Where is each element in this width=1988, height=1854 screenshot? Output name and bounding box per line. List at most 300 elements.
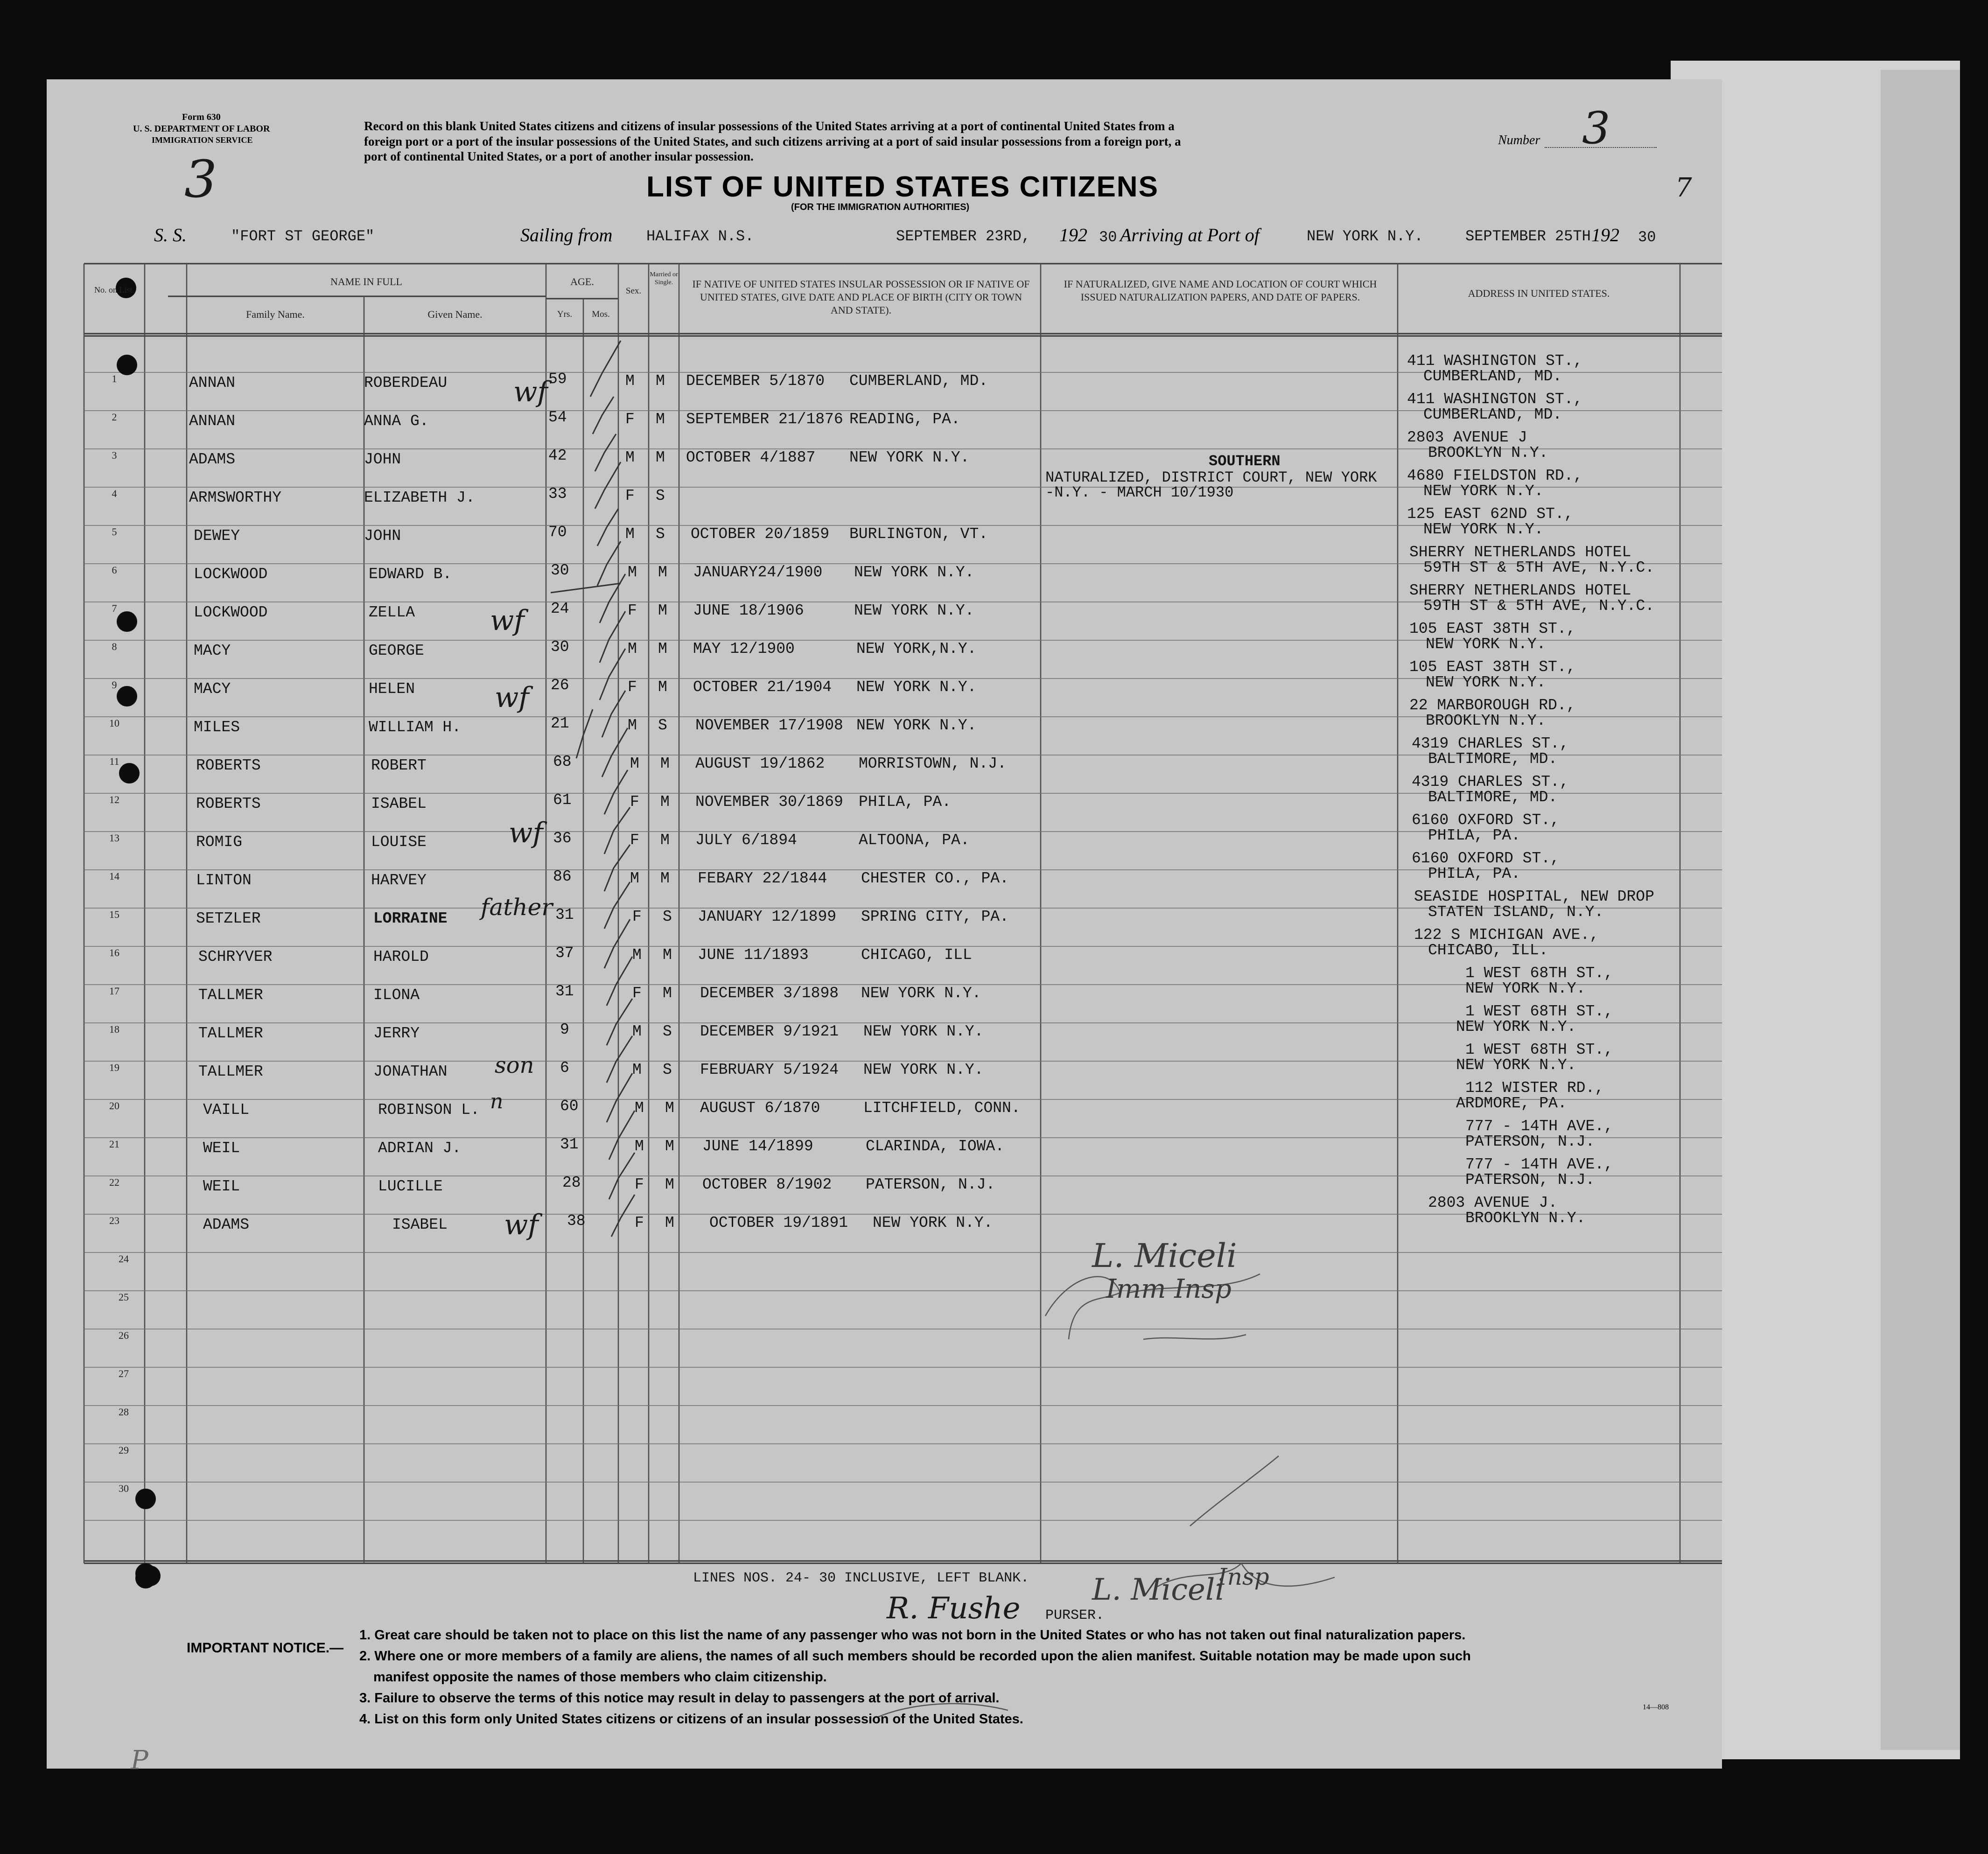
row-number: 20 <box>109 1100 119 1112</box>
marital-status: S <box>663 1061 672 1078</box>
given-name: JOHN <box>364 451 401 468</box>
birth-date: OCTOBER 21/1904 <box>693 679 832 696</box>
port-from: HALIFAX N.S. <box>646 228 754 245</box>
arriving-label: Arriving at Port of <box>1120 224 1260 245</box>
sex: F <box>630 832 639 849</box>
service: IMMIGRATION SERVICE <box>152 135 253 145</box>
address-line-2: NEW YORK N.Y. <box>1423 521 1544 538</box>
row-number: 21 <box>109 1138 119 1150</box>
birth-date: JUNE 18/1906 <box>693 602 804 619</box>
purser-label: PURSER. <box>1045 1608 1105 1623</box>
naturalization-court-district: SOUTHERN <box>1209 453 1281 470</box>
address-line-2: BROOKLYN N.Y. <box>1426 712 1546 729</box>
row-number: 14 <box>109 870 119 882</box>
birth-place: CHESTER CO., PA. <box>861 870 1009 887</box>
marital-status: M <box>656 411 665 428</box>
page-mark: 7 <box>1675 173 1692 203</box>
annotation-father: father <box>481 894 553 921</box>
given-name: ISABEL <box>371 795 427 812</box>
birth-place: CHICAGO, ILL <box>861 946 972 964</box>
marital-status: M <box>660 832 670 849</box>
birth-place: ALTOONA, PA. <box>859 832 970 849</box>
given-name: EDWARD B. <box>369 566 452 583</box>
sex: M <box>635 1099 644 1117</box>
marital-status: S <box>663 908 672 925</box>
sailing-label: Sailing from <box>520 224 613 245</box>
age-years: 26 <box>551 677 569 694</box>
address-line-2: 59TH ST & 5TH AVE, N.Y.C. <box>1423 597 1655 615</box>
address-line-1: 6160 OXFORD ST., <box>1412 812 1560 829</box>
annotation-wife: wf <box>513 376 548 408</box>
sex: F <box>632 908 642 925</box>
family-name: ADAMS <box>203 1216 250 1233</box>
sex: F <box>625 487 635 504</box>
given-name: ISABEL <box>392 1216 448 1233</box>
address-line-1: 1 WEST 68TH ST., <box>1465 1041 1613 1058</box>
address-line-2: NEW YORK N.Y. <box>1456 1056 1576 1074</box>
birth-place: CLARINDA, IOWA. <box>866 1138 1005 1155</box>
given-name: ELIZABETH J. <box>364 489 475 506</box>
notice-item: 4. List on this form only United States citizens or citizens of an insular possession of the United States. <box>359 1712 1023 1727</box>
given-name: HELEN <box>369 680 415 698</box>
birth-place: NEW YORK N.Y. <box>873 1214 993 1231</box>
number-value: 3 <box>1582 103 1610 154</box>
marital-status: S <box>663 1023 672 1040</box>
col-name-in-full: NAME IN FULL <box>330 276 402 287</box>
sex: F <box>635 1214 644 1231</box>
naturalization-date: -N.Y. - MARCH 10/1930 <box>1045 484 1234 501</box>
given-name: ZELLA <box>369 604 415 621</box>
marital-status: M <box>660 755 670 772</box>
marital-status: M <box>663 985 672 1002</box>
marital-status: M <box>665 1138 674 1155</box>
print-code: 14—808 <box>1643 1703 1669 1711</box>
row-number: 17 <box>109 985 119 997</box>
family-name: TALLMER <box>198 986 263 1004</box>
inspector-signature: L. Miceli <box>1092 1237 1237 1275</box>
age-years: 30 <box>551 562 569 579</box>
row-number: 1 <box>112 373 117 385</box>
marital-status: S <box>658 717 667 734</box>
birth-place: NEW YORK N.Y. <box>854 602 974 619</box>
family-name: MILES <box>194 719 240 736</box>
given-name: HARVEY <box>371 872 427 889</box>
sex: M <box>625 449 635 466</box>
family-name: LOCKWOOD <box>194 604 268 621</box>
row-number: 28 <box>119 1406 129 1418</box>
instruction-line: Record on this blank United States citizens and citizens of insular possessions of the United States arriving at a port of continental United States from a <box>364 119 1175 133</box>
row-number: 30 <box>119 1483 129 1494</box>
address-line-1: SEASIDE HOSPITAL, NEW DROP <box>1414 888 1654 905</box>
birth-date: JANUARY 12/1899 <box>698 908 837 925</box>
birth-place: LITCHFIELD, CONN. <box>863 1099 1021 1117</box>
row-number: 12 <box>109 794 119 805</box>
family-name: LINTON <box>196 872 252 889</box>
birth-place: PATERSON, N.J. <box>866 1176 995 1193</box>
birth-date: SEPTEMBER 21/1876 <box>686 411 843 428</box>
age-years: 21 <box>551 715 569 732</box>
row-number: 29 <box>119 1444 129 1456</box>
birth-date: DECEMBER 3/1898 <box>700 985 839 1002</box>
sex: M <box>625 525 635 543</box>
birth-date: JUNE 11/1893 <box>698 946 809 964</box>
lines-blank-note: LINES NOS. 24- 30 INCLUSIVE, LEFT BLANK. <box>693 1570 1029 1586</box>
sex: M <box>632 1061 642 1078</box>
birth-place: NEW YORK N.Y. <box>861 985 981 1002</box>
age-years: 31 <box>555 906 574 924</box>
notice-item: 3. Failure to observe the terms of this notice may result in delay to passengers at the port of arrival. <box>359 1691 1000 1706</box>
col-no: No. on List. <box>94 285 134 294</box>
birth-place: MORRISTOWN, N.J. <box>859 755 1007 772</box>
age-years: 68 <box>553 753 572 770</box>
col-native: IF NATIVE OF UNITED STATES INSULAR POSSESSION OR IF NATIVE OF UNITED STATES, GIVE DATE AND PLACE OF BIRTH (CITY OR TOWN AND STATE). <box>692 278 1030 316</box>
birth-date: OCTOBER 19/1891 <box>709 1214 848 1231</box>
sex: M <box>630 755 639 772</box>
address-line-2: PHILA, PA. <box>1428 827 1521 844</box>
given-name: LUCILLE <box>378 1178 443 1195</box>
age-years: 24 <box>551 600 569 617</box>
row-number: 24 <box>119 1253 129 1265</box>
sex: F <box>632 985 642 1002</box>
marital-status: M <box>658 602 667 619</box>
given-name: ROBINSON L. <box>378 1101 480 1119</box>
address-line-1: 777 - 14TH AVE., <box>1465 1118 1613 1135</box>
birth-place: BURLINGTON, VT. <box>849 525 988 543</box>
age-years: 36 <box>553 830 572 847</box>
col-sex: Sex. <box>625 286 642 296</box>
sex: M <box>632 946 642 964</box>
row-number: 27 <box>119 1368 129 1379</box>
marital-status: M <box>665 1099 674 1117</box>
birth-place: NEW YORK N.Y. <box>854 564 974 581</box>
family-name: TALLMER <box>198 1025 263 1042</box>
given-name: LORRAINE <box>373 910 448 927</box>
row-number: 8 <box>112 641 117 652</box>
family-name: TALLMER <box>198 1063 263 1080</box>
address-line-2: BROOKLYN N.Y. <box>1465 1210 1586 1227</box>
marital-status: M <box>660 870 670 887</box>
instruction-line: foreign port or a port of the insular possessions of the United States, and such citizens arriving at a port of said insular possessions from a foreign port, a <box>364 134 1181 148</box>
birth-date: DECEMBER 9/1921 <box>700 1023 839 1040</box>
birth-date: OCTOBER 8/1902 <box>702 1176 832 1193</box>
row-number: 19 <box>109 1062 119 1073</box>
family-name: ANNAN <box>189 374 236 392</box>
row-number: 5 <box>112 526 117 538</box>
age-years: 38 <box>567 1212 586 1230</box>
family-name: ROMIG <box>196 833 243 851</box>
address-line-2: PATERSON, N.J. <box>1465 1171 1595 1189</box>
address-line-2: BALTIMORE, MD. <box>1428 789 1558 806</box>
address-line-2: CUMBERLAND, MD. <box>1423 406 1562 423</box>
marital-status: M <box>665 1176 674 1193</box>
birth-place: NEW YORK N.Y. <box>856 679 977 696</box>
age-years: 60 <box>560 1098 579 1115</box>
family-name: VAILL <box>203 1101 250 1119</box>
sex: F <box>635 1176 644 1193</box>
address-line-1: 1 WEST 68TH ST., <box>1465 965 1613 982</box>
given-name: ROBERDEAU <box>364 374 448 392</box>
instruction-line: port of continental United States, or a port of another insular possession. <box>364 149 754 163</box>
sex: F <box>628 679 637 696</box>
birth-date: JULY 6/1894 <box>695 832 797 849</box>
birth-date: JANUARY24/1900 <box>693 564 823 581</box>
age-years: 70 <box>548 524 567 541</box>
ship-name: "FORT ST GEORGE" <box>231 228 375 245</box>
age-years: 54 <box>548 409 567 426</box>
given-name: JOHN <box>364 527 401 545</box>
bottom-signature-title: Insp <box>1218 1563 1269 1590</box>
birth-date: OCTOBER 20/1859 <box>691 525 830 543</box>
address-line-1: 4680 FIELDSTON RD., <box>1407 467 1583 484</box>
given-name: JONATHAN <box>373 1063 448 1080</box>
bottom-signature: L. Miceli <box>1092 1573 1225 1607</box>
row-number: 6 <box>112 564 117 576</box>
annotation-son-ditto: n <box>490 1090 504 1113</box>
given-name: ILONA <box>373 986 420 1004</box>
address-line-2: ARDMORE, PA. <box>1456 1095 1567 1112</box>
birth-place: PHILA, PA. <box>859 793 952 811</box>
row-number: 3 <box>112 449 117 461</box>
address-line-2: NEW YORK N.Y. <box>1456 1018 1576 1035</box>
number-line <box>1545 147 1657 148</box>
annotation-wife: wf <box>490 604 525 637</box>
family-name: ROBERTS <box>196 795 261 812</box>
col-address: ADDRESS IN UNITED STATES. <box>1468 287 1610 299</box>
sex: M <box>628 564 637 581</box>
address-line-1: 112 WISTER RD., <box>1465 1079 1604 1097</box>
row-number: 13 <box>109 832 119 844</box>
marital-status: M <box>656 449 665 466</box>
department: U. S. DEPARTMENT OF LABOR <box>133 124 270 134</box>
birth-date: FEBARY 22/1844 <box>698 870 827 887</box>
year-written-to: 30 <box>1638 229 1656 246</box>
notice-item: 1. Great care should be taken not to place on this list the name of any passenger who was not born in the United States or who has not taken out final naturalization papers. <box>359 1628 1466 1643</box>
age-years: 42 <box>548 447 567 464</box>
given-name: GEORGE <box>369 642 424 659</box>
row-number: 2 <box>112 411 117 423</box>
sex: M <box>630 870 639 887</box>
age-years: 31 <box>555 983 574 1000</box>
address-line-2: CUMBERLAND, MD. <box>1423 368 1562 385</box>
address-line-2: NEW YORK N.Y. <box>1465 980 1586 997</box>
birth-date: MAY 12/1900 <box>693 640 795 658</box>
family-name: SCHRYVER <box>198 948 273 965</box>
birth-place: NEW YORK N.Y. <box>849 449 970 466</box>
birth-place: CUMBERLAND, MD. <box>849 372 988 390</box>
row-number: 15 <box>109 909 119 920</box>
address-line-1: 2803 AVENUE J <box>1407 429 1527 446</box>
birth-place: NEW YORK,N.Y. <box>856 640 977 658</box>
address-line-2: BALTIMORE, MD. <box>1428 750 1558 768</box>
row-number: 4 <box>112 488 117 499</box>
notice-item: manifest opposite the names of those members who claim citizenship. <box>373 1670 827 1685</box>
address-line-1: 125 EAST 62ND ST., <box>1407 505 1574 523</box>
address-line-1: 411 WASHINGTON ST., <box>1407 352 1583 370</box>
col-yrs: Yrs. <box>557 309 573 319</box>
address-line-1: 105 EAST 38TH ST., <box>1409 620 1576 637</box>
port-to: NEW YORK N.Y. <box>1307 228 1423 245</box>
age-years: 37 <box>555 944 574 962</box>
address-line-2: PATERSON, N.J. <box>1465 1133 1595 1150</box>
row-number: 16 <box>109 947 119 958</box>
address-line-1: 777 - 14TH AVE., <box>1465 1156 1613 1173</box>
row-number: 25 <box>119 1291 129 1303</box>
given-name: WILLIAM H. <box>369 719 462 736</box>
sex: F <box>628 602 637 619</box>
birth-place: READING, PA. <box>849 411 960 428</box>
sex: M <box>628 717 637 734</box>
address-line-1: 122 S MICHIGAN AVE., <box>1414 926 1599 944</box>
age-years: 86 <box>553 868 572 885</box>
marital-status: M <box>658 679 667 696</box>
address-line-2: 59TH ST & 5TH AVE, N.Y.C. <box>1423 559 1655 576</box>
row-number: 22 <box>109 1176 119 1188</box>
col-age: AGE. <box>570 276 594 287</box>
notice-label: IMPORTANT NOTICE.— <box>187 1640 344 1656</box>
marital-status: S <box>656 525 665 543</box>
page-title: LIST OF UNITED STATES CITIZENS <box>646 171 1159 203</box>
birth-place: SPRING CITY, PA. <box>861 908 1009 925</box>
sex: M <box>625 372 635 390</box>
annotation-son: son <box>495 1052 534 1078</box>
marital-status: M <box>663 946 672 964</box>
birth-date: NOVEMBER 17/1908 <box>695 717 843 734</box>
marital-status: M <box>658 640 667 658</box>
address-line-2: NEW YORK N.Y. <box>1423 483 1544 500</box>
birth-date: FEBRUARY 5/1924 <box>700 1061 839 1078</box>
marital-status: M <box>656 372 665 390</box>
age-years: 28 <box>562 1174 581 1191</box>
address-line-1: 411 WASHINGTON ST., <box>1407 391 1583 408</box>
given-name: ANNA G. <box>364 413 429 430</box>
family-name: DEWEY <box>194 527 240 545</box>
family-name: ROBERTS <box>196 757 261 774</box>
birth-date: OCTOBER 4/1887 <box>686 449 816 466</box>
address-line-2: NEW YORK N.Y. <box>1426 674 1546 691</box>
given-name: JERRY <box>373 1025 420 1042</box>
address-line-1: 6160 OXFORD ST., <box>1412 850 1560 867</box>
sex: M <box>632 1023 642 1040</box>
given-name: ROBERT <box>371 757 427 774</box>
address-line-1: SHERRY NETHERLANDS HOTEL <box>1409 582 1631 599</box>
family-name: MACY <box>194 642 231 659</box>
underlying-page-edge <box>1881 70 1960 1750</box>
address-line-1: 4319 CHARLES ST., <box>1412 773 1569 791</box>
birth-date: JUNE 14/1899 <box>702 1138 813 1155</box>
row-number: 11 <box>109 756 119 767</box>
family-name: WEIL <box>203 1178 240 1195</box>
sex: M <box>628 640 637 658</box>
number-label: Number <box>1498 133 1540 147</box>
age-years: 30 <box>551 638 569 656</box>
address-line-2: STATEN ISLAND, N.Y. <box>1428 903 1604 921</box>
date-from: SEPTEMBER 23RD, <box>896 228 1031 245</box>
manifest-sheet <box>47 79 1722 1769</box>
row-number: 10 <box>109 717 119 729</box>
col-given-name: Given Name. <box>427 308 483 320</box>
age-years: 61 <box>553 791 572 809</box>
punch-hole <box>135 1568 156 1588</box>
sex: M <box>635 1138 644 1155</box>
year-printed-from: 192 <box>1059 224 1087 245</box>
birth-date: AUGUST 6/1870 <box>700 1099 820 1117</box>
address-line-1: SHERRY NETHERLANDS HOTEL <box>1409 544 1631 561</box>
annotation-wife: wf <box>509 817 543 849</box>
marital-status: M <box>658 564 667 581</box>
sex: F <box>625 411 635 428</box>
form-number: Form 630 <box>182 112 221 122</box>
family-name: MACY <box>194 680 231 698</box>
family-name: SETZLER <box>196 910 261 927</box>
marital-status: M <box>665 1214 674 1231</box>
notice-item: 2. Where one or more members of a family are aliens, the names of all such members should be recorded upon the alien manifest. Suitable notation may be made upon such <box>359 1649 1471 1664</box>
ss-label: S. S. <box>154 224 187 245</box>
address-line-2: BROOKLYN N.Y. <box>1428 444 1548 462</box>
address-line-1: 4319 CHARLES ST., <box>1412 735 1569 752</box>
row-number: 18 <box>109 1023 119 1035</box>
row-number: 23 <box>109 1215 119 1226</box>
col-mos: Mos. <box>592 309 610 319</box>
date-to: SEPTEMBER 25TH <box>1465 228 1591 245</box>
birth-date: DECEMBER 5/1870 <box>686 372 825 390</box>
family-name: ADAMS <box>189 451 236 468</box>
birth-date: NOVEMBER 30/1869 <box>695 793 843 811</box>
col-family-name: Family Name. <box>246 308 305 320</box>
birth-place: NEW YORK N.Y. <box>863 1061 984 1078</box>
address-line-1: 22 MARBOROUGH RD., <box>1409 697 1576 714</box>
row-number: 26 <box>119 1329 129 1341</box>
sex: F <box>630 793 639 811</box>
age-years: 31 <box>560 1136 579 1153</box>
given-name: HAROLD <box>373 948 429 965</box>
year-printed-to: 192 <box>1591 224 1619 245</box>
purser-signature: R. Fushe <box>887 1591 1021 1626</box>
annotation-wife: wf <box>504 1209 539 1241</box>
col-married: Married or Single. <box>650 271 678 286</box>
inspector-title: Imm Insp <box>1106 1274 1232 1304</box>
given-name: ADRIAN J. <box>378 1140 462 1157</box>
age-years: 59 <box>548 371 567 388</box>
address-line-1: 1 WEST 68TH ST., <box>1465 1003 1613 1020</box>
side-mark: P <box>131 1745 148 1776</box>
address-line-2: NEW YORK N.Y. <box>1426 636 1546 653</box>
birth-place: NEW YORK N.Y. <box>856 717 977 734</box>
given-name: LOUISE <box>371 833 427 851</box>
age-years: 9 <box>560 1021 569 1038</box>
page-subtitle: (FOR THE IMMIGRATION AUTHORITIES) <box>791 202 970 212</box>
address-line-2: CHICABO, ILL. <box>1428 942 1548 959</box>
row-number: 9 <box>112 679 117 691</box>
birth-date: AUGUST 19/1862 <box>695 755 825 772</box>
family-name: WEIL <box>203 1140 240 1157</box>
address-line-2: PHILA, PA. <box>1428 865 1521 882</box>
address-line-1: 105 EAST 38TH ST., <box>1409 658 1576 676</box>
annotation-wife: wf <box>495 681 529 714</box>
age-years: 33 <box>548 485 567 503</box>
naturalization-court: NATURALIZED, DISTRICT COURT, NEW YORK <box>1045 469 1377 486</box>
address-line-1: 2803 AVENUE J. <box>1428 1194 1558 1211</box>
family-name: LOCKWOOD <box>194 566 268 583</box>
col-naturalized: IF NATURALIZED, GIVE NAME AND LOCATION OF COURT WHICH ISSUED NATURALIZATION PAPERS, AND DATE OF PAPERS. <box>1064 278 1377 303</box>
row-number: 7 <box>112 602 117 614</box>
age-years: 6 <box>560 1059 569 1077</box>
birth-place: NEW YORK N.Y. <box>863 1023 984 1040</box>
sheet-mark: 3 <box>184 149 217 209</box>
marital-status: M <box>660 793 670 811</box>
year-written-from: 30 <box>1099 229 1117 246</box>
family-name: ARMSWORTHY <box>189 489 282 506</box>
family-name: ANNAN <box>189 413 236 430</box>
